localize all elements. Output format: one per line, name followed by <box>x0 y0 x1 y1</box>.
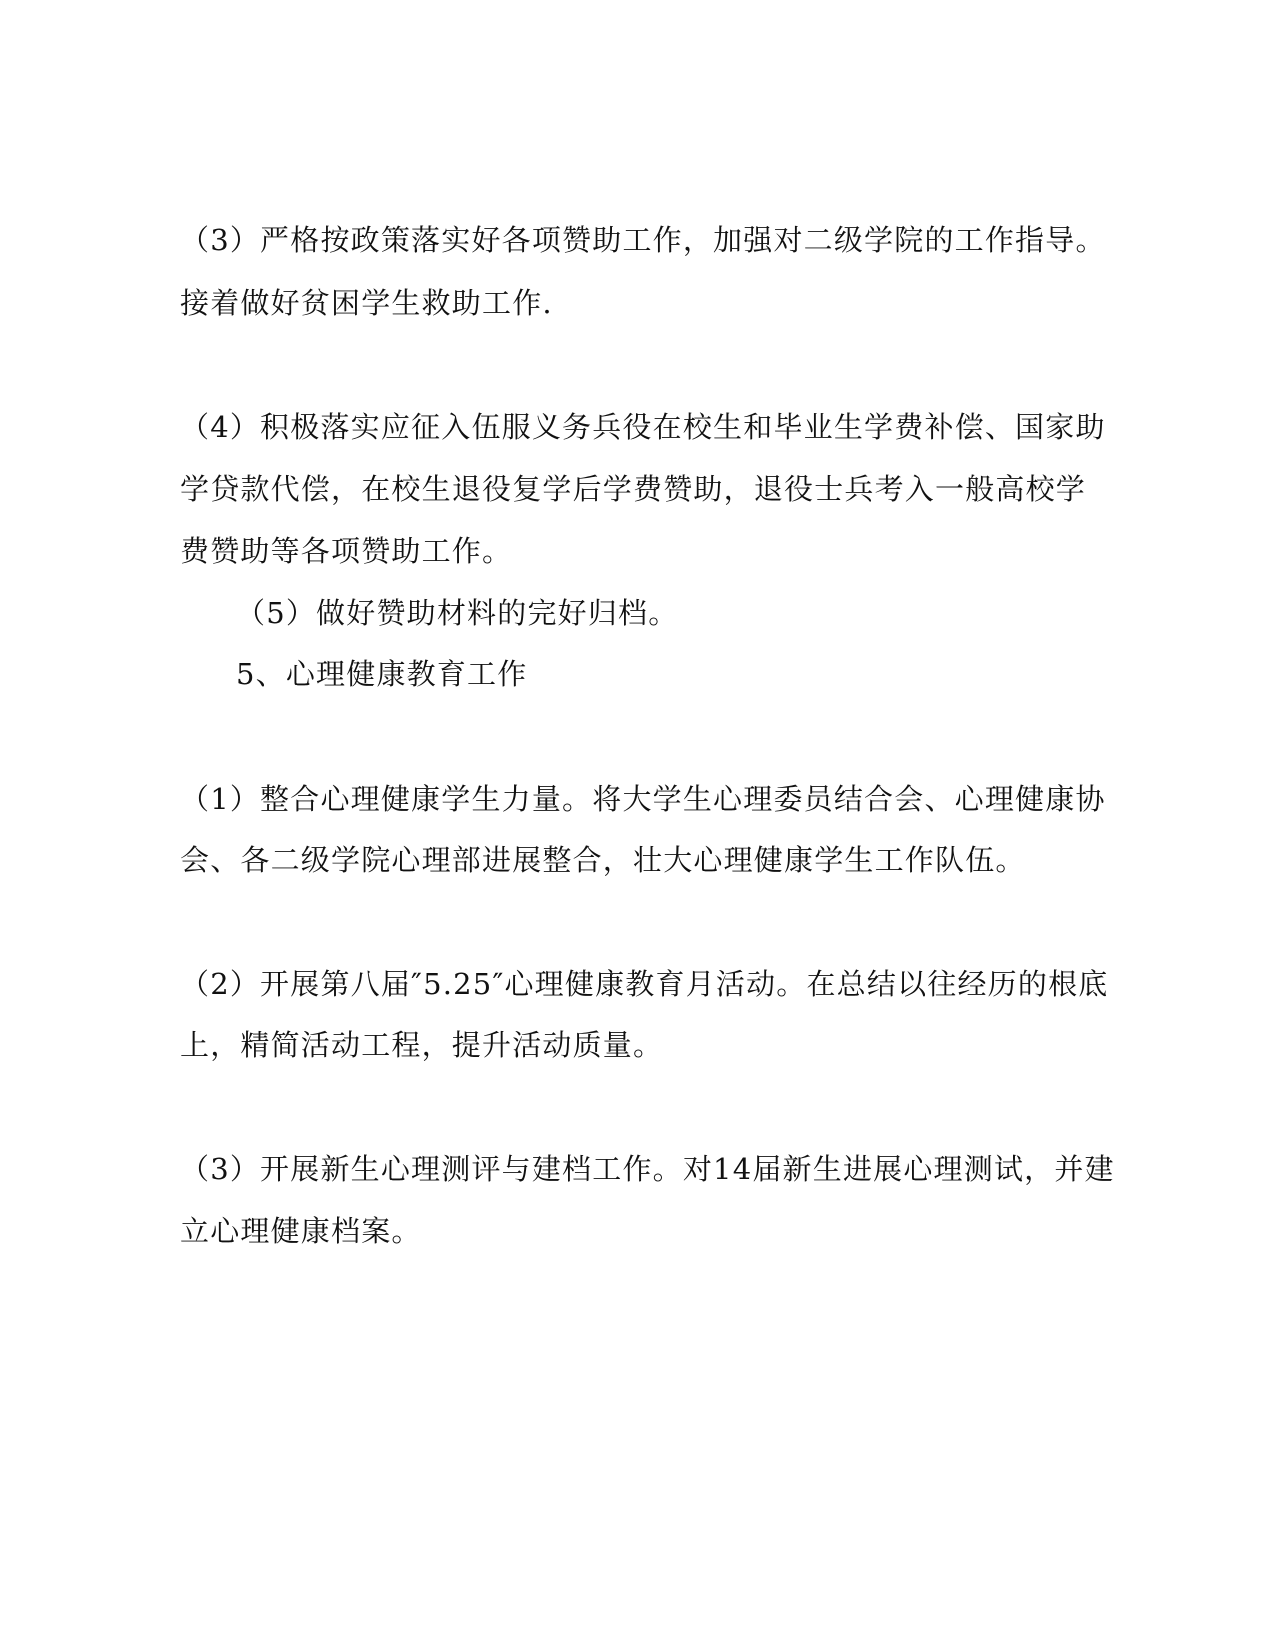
item-1-line-2: 会、各二级学院心理部进展整合，壮大心理健康学生工作队伍。 <box>180 843 1026 877</box>
paragraph-5: （5）做好赞助材料的完好归档。 <box>236 596 679 630</box>
paragraph-4-line-2: 学贷款代偿，在校生退役复学后学费赞助，退役士兵考入一般高校学 <box>180 472 1087 506</box>
item-3-line-1: （3）开展新生心理测评与建档工作。对14届新生进展心理测试，并建 <box>180 1152 1115 1186</box>
item-2-line-1: （2）开展第八届″5.25″心理健康教育月活动。在总结以往经历的根底 <box>180 967 1109 1001</box>
paragraph-3-line-2: 接着做好贫困学生救助工作. <box>180 286 553 320</box>
section-heading: 5、心理健康教育工作 <box>236 657 528 691</box>
item-3-line-2: 立心理健康档案。 <box>180 1214 422 1248</box>
item-1-line-1: （1）整合心理健康学生力量。将大学生心理委员结合会、心理健康协 <box>180 782 1106 816</box>
paragraph-4-line-3: 费赞助等各项赞助工作。 <box>180 534 513 568</box>
item-2-line-2: 上，精简活动工程，提升活动质量。 <box>180 1028 664 1062</box>
paragraph-3-line-1: （3）严格按政策落实好各项赞助工作，加强对二级学院的工作指导。 <box>180 223 1106 257</box>
paragraph-4-line-1: （4）积极落实应征入伍服义务兵役在校生和毕业生学费补偿、国家助 <box>180 410 1106 444</box>
